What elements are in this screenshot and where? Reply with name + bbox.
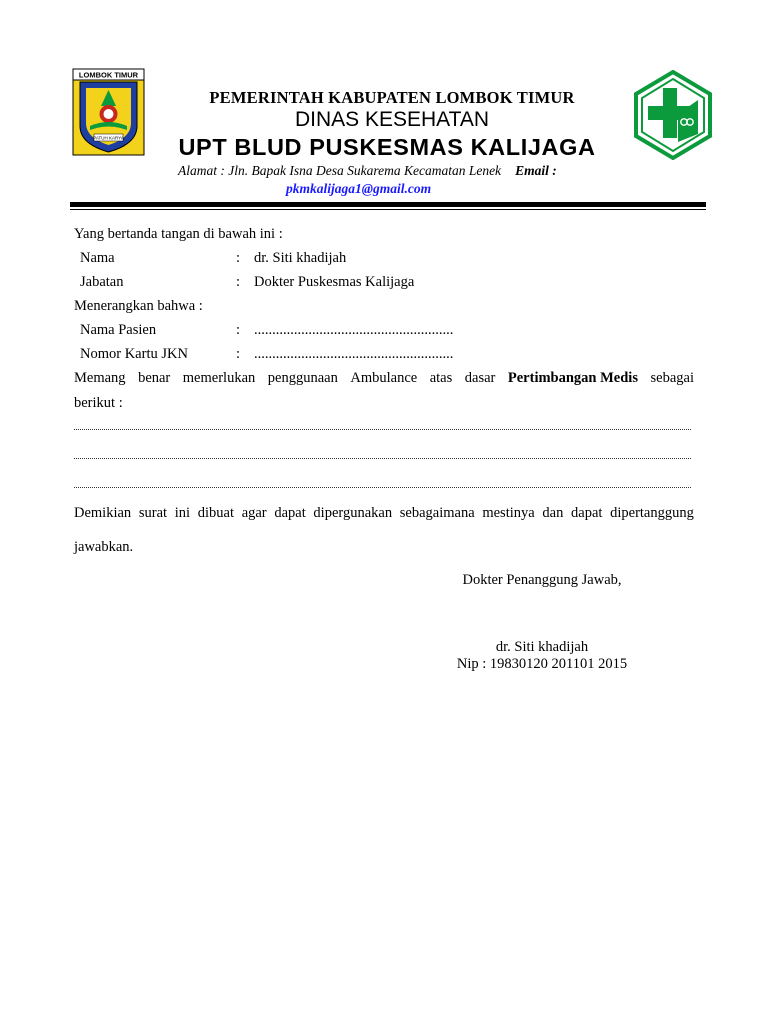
address-text: Alamat : Jln. Bapak Isna Desa Sukarema Kecamatan Lenek bbox=[178, 163, 502, 178]
signer-position-colon: : bbox=[236, 274, 241, 290]
email-address-link[interactable]: pkmkalijaga1@gmail.com bbox=[286, 181, 432, 196]
letterhead-divider-thin bbox=[70, 209, 706, 210]
medical-consideration-term: Pertimbangan Medis bbox=[507, 370, 638, 386]
closing-word: dan bbox=[542, 505, 564, 521]
statement-word: sebagai bbox=[650, 370, 694, 386]
kop-department-name: DINAS KESEHATAN bbox=[294, 108, 490, 131]
signature-nip: Nip : 19830120 201101 2015 bbox=[456, 656, 628, 672]
closing-word: surat bbox=[138, 505, 168, 521]
seal-top-text: LOMBOK TIMUR bbox=[78, 70, 139, 80]
closing-word: dipergunakan bbox=[313, 505, 393, 521]
closing-word: Demikian bbox=[74, 505, 132, 521]
states-text: Menerangkan bahwa : bbox=[74, 298, 203, 314]
jkn-number-blank[interactable]: ....................................................... bbox=[254, 346, 454, 362]
email-label: Email : bbox=[515, 163, 557, 178]
jkn-number-colon: : bbox=[236, 346, 241, 362]
seal-motto-text: PATUH KARYA bbox=[93, 135, 124, 141]
kop-address bbox=[178, 163, 557, 179]
kop-institution-name: UPT BLUD PUSKESMAS KALIJAGA bbox=[178, 134, 596, 160]
closing-word: sebagaimana bbox=[399, 505, 475, 521]
signer-name-value: dr. Siti khadijah bbox=[254, 250, 347, 266]
statement-line-2: berikut : bbox=[74, 395, 123, 411]
closing-word: agar bbox=[241, 505, 267, 521]
closing-word: ini bbox=[174, 505, 191, 521]
signer-name-colon: : bbox=[236, 250, 241, 266]
patient-name-blank[interactable]: ....................................................... bbox=[254, 322, 454, 338]
closing-word: dapat bbox=[571, 505, 603, 521]
statement-word: penggunaan bbox=[267, 370, 338, 386]
statement-word: benar bbox=[138, 370, 171, 386]
statement-word: memerlukan bbox=[182, 370, 256, 386]
statement-word: Ambulance bbox=[350, 370, 418, 386]
statement-word: dasar bbox=[464, 370, 496, 386]
closing-word: mestinya bbox=[482, 505, 535, 521]
reason-blank-line-3[interactable] bbox=[74, 487, 691, 488]
puskesmas-logo bbox=[634, 70, 712, 160]
signer-position-value: Dokter Puskesmas Kalijaga bbox=[254, 274, 415, 290]
statement-line-1 bbox=[74, 370, 694, 387]
lombok-timur-seal-logo bbox=[72, 68, 145, 156]
signer-position-label: Jabatan bbox=[80, 274, 124, 290]
reason-blank-line-2[interactable] bbox=[74, 458, 691, 459]
patient-name-label: Nama Pasien bbox=[80, 322, 157, 338]
signature-name: dr. Siti khadijah bbox=[495, 639, 589, 655]
signature-title: Dokter Penanggung Jawab, bbox=[462, 572, 622, 588]
jkn-number-label: Nomor Kartu JKN bbox=[80, 346, 188, 362]
patient-name-colon: : bbox=[236, 322, 241, 338]
statement-word: Memang bbox=[74, 370, 126, 386]
statement-word: atas bbox=[429, 370, 453, 386]
closing-word: dapat bbox=[274, 505, 306, 521]
reason-blank-line-1[interactable] bbox=[74, 429, 691, 430]
closing-word: dibuat bbox=[197, 505, 234, 521]
intro-text: Yang bertanda tangan di bawah ini : bbox=[74, 226, 283, 242]
closing-word: dipertanggung bbox=[610, 505, 694, 521]
closing-line-1 bbox=[74, 505, 694, 522]
signer-name-label: Nama bbox=[80, 250, 115, 266]
kop-government-name: PEMERINTAH KABUPATEN LOMBOK TIMUR bbox=[209, 88, 575, 107]
closing-line-2: jawabkan. bbox=[74, 539, 134, 555]
letterhead-divider-thick bbox=[70, 202, 706, 207]
